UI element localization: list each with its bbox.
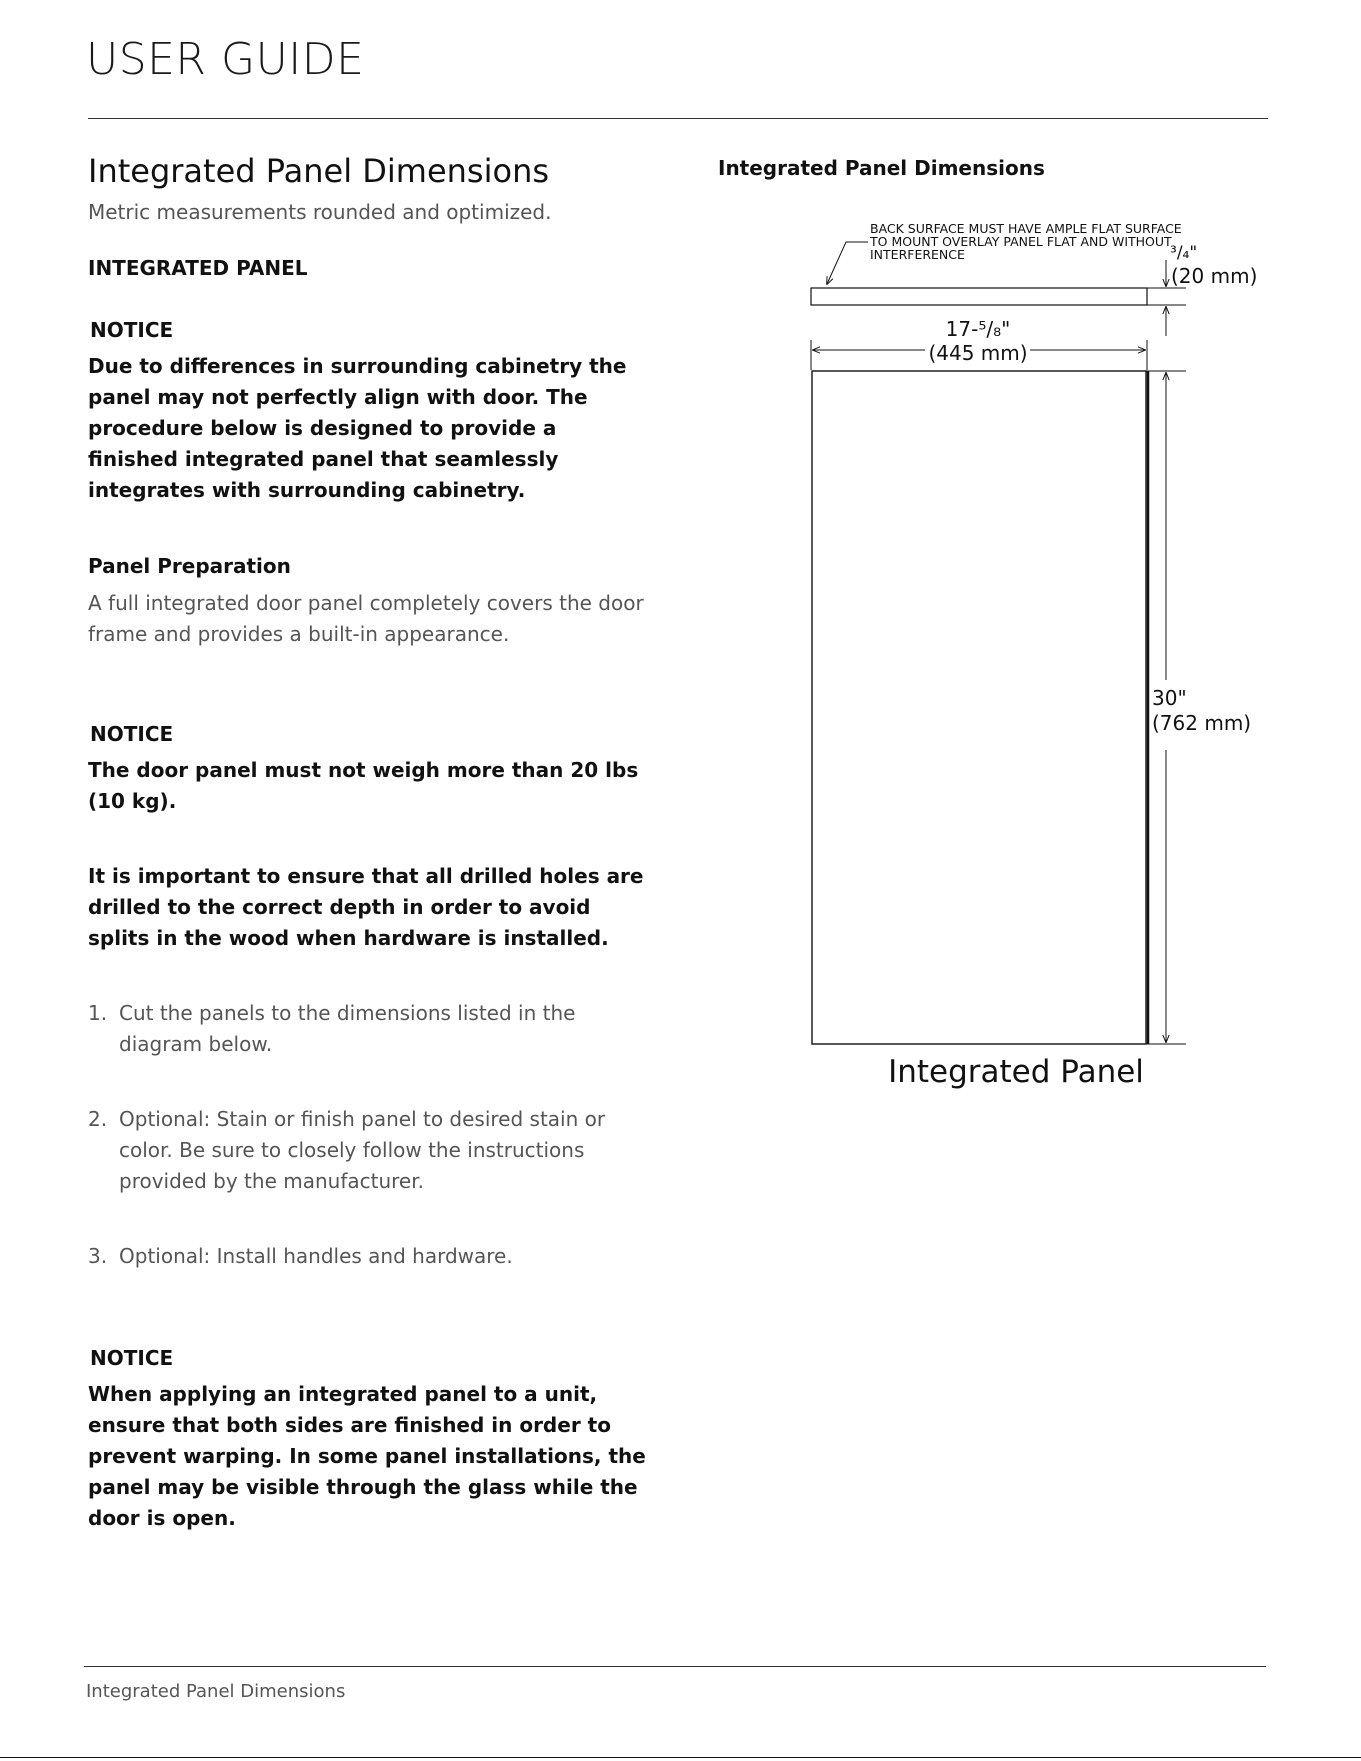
section-subtitle: Metric measurements rounded and optimized.: [88, 200, 552, 224]
height-inch-label: 30": [1152, 686, 1187, 710]
notice-drilling-text: It is important to ensure that all drilled holes are drilled to the correct depth in order to avoid splits in the wood when hardware is installed.: [88, 864, 644, 950]
thickness-mm-label: (20 mm): [1171, 264, 1258, 288]
notice-label: NOTICE: [90, 318, 174, 342]
list-item: 1. Cut the panels to the dimensions listed in the diagram below.: [88, 1001, 576, 1056]
notice-finish-text: When applying an integrated panel to a unit, ensure that both sides are finished in order to prevent warping. In some panel installations, the panel may be visible through the glass while the door is open.: [88, 1382, 646, 1530]
panel-preparation-text: A full integrated door panel completely covers the door frame and provides a built-in appearance.: [88, 591, 644, 646]
width-mm-label: (445 mm): [928, 341, 1028, 365]
list-item: 2. Optional: Stain or finish panel to desired stain or color. Be sure to closely follow the instructions provided by the manufacturer.: [88, 1107, 606, 1193]
mounting-note-line3: INTERFERENCE: [870, 247, 965, 262]
footer-text: Integrated Panel Dimensions: [86, 1681, 346, 1702]
integrated-panel-outline: [812, 371, 1146, 1044]
section-title: Integrated Panel Dimensions: [88, 152, 550, 190]
guide-title: USER GUIDE: [86, 34, 365, 85]
width-fraction-label: 17-⁵/₈": [945, 317, 1011, 341]
diagram-caption: Integrated Panel: [888, 1054, 1144, 1090]
height-mm-label: (762 mm): [1152, 711, 1252, 735]
notice-text: Due to differences in surrounding cabinetry the panel may not perfectly align with door. The procedure below is designed to provide a finished integrated panel that seamlessly integrates with surrounding cabinetry.: [88, 354, 627, 502]
notice-label: NOTICE: [90, 722, 174, 746]
diagram-title: Integrated Panel Dimensions: [718, 156, 1045, 180]
page-bottom-line: [0, 1757, 1361, 1758]
footer-divider: [84, 1666, 1266, 1667]
thickness-fraction-label: ³/₄": [1170, 243, 1198, 263]
integrated-panel-heading: INTEGRATED PANEL: [88, 256, 308, 280]
panel-preparation-heading: Panel Preparation: [88, 554, 291, 578]
notice-label: NOTICE: [90, 1346, 174, 1370]
notice-weight-text: The door panel must not weigh more than 20 lbs (10 kg).: [88, 758, 639, 813]
panel-edge-strip: [811, 288, 1147, 305]
mounting-note-line2: TO MOUNT OVERLAY PANEL FLAT AND WITHOUT: [870, 234, 1172, 249]
list-item: 3. Optional: Install handles and hardware.: [88, 1244, 513, 1268]
note-leader-line: [827, 242, 868, 284]
mounting-note-line1: BACK SURFACE MUST HAVE AMPLE FLAT SURFACE: [870, 221, 1182, 236]
